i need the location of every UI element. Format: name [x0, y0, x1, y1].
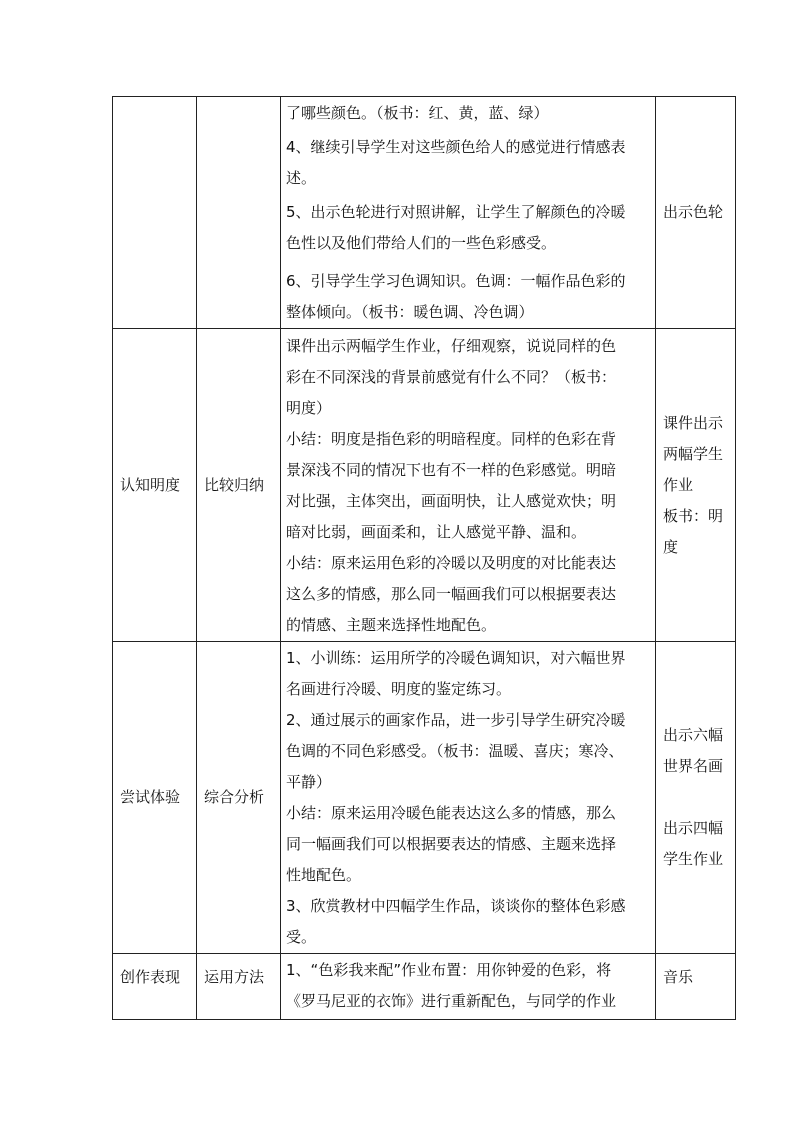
content-paragraph	[286, 891, 649, 953]
content-line: 4、继续引导学生对这些颜色给人的感觉进行情感表	[286, 138, 626, 156]
resource-cell	[656, 329, 736, 642]
content-line: 景深浅不同的情况下也有不一样的色彩感觉。明暗	[286, 460, 617, 479]
content-paragraph	[286, 955, 649, 1017]
table-row	[113, 97, 736, 329]
content-line: 色性以及他们带给人们的一些色彩感受。	[286, 234, 557, 252]
content-line: 3、欣赏教材中四幅学生作品，谈谈你的整体色彩感	[286, 897, 626, 915]
content-line: 了哪些颜色。（板书：红、黄，蓝、绿）	[286, 104, 549, 122]
content-paragraph	[286, 705, 649, 798]
table-row	[113, 954, 736, 1020]
content-paragraph	[286, 643, 649, 705]
method-cell: 运用方法	[197, 954, 281, 1020]
content-line: 色调的不同色彩感受。（板书：温暖、喜庆；寒冷、	[286, 742, 624, 760]
content-cell	[281, 97, 656, 329]
resource-line: 作业	[663, 475, 694, 494]
content-line: 暗对比弱，画面柔和，让人感觉平静、温和。	[286, 522, 587, 541]
stage-cell: 认知明度	[113, 329, 197, 642]
content-line: 《罗马尼亚的衣饰》进行重新配色，与同学的作业	[286, 992, 617, 1010]
resource-cell	[656, 954, 736, 1020]
resource-cell	[656, 97, 736, 329]
resource-spacer	[663, 782, 735, 813]
content-cell	[281, 329, 656, 642]
content-paragraph	[286, 266, 649, 328]
content-line: 整体倾向。（板书：暖色调、冷色调）	[286, 303, 534, 321]
content-line: 小结：明度是指色彩的明暗程度。同样的色彩在背	[286, 429, 617, 448]
resource-line: 出示色轮	[663, 203, 724, 221]
content-line: 名画进行冷暖、明度的鉴定练习。	[286, 680, 512, 698]
resource-line: 度	[663, 537, 679, 556]
resource-line: 音乐	[663, 968, 694, 986]
resource-cell	[656, 642, 736, 954]
content-paragraph	[286, 98, 649, 129]
content-paragraph	[286, 424, 649, 548]
method-cell	[197, 97, 281, 329]
content-line: 1、“色彩我来配”作业布置：用你钟爱的色彩，将	[286, 961, 612, 979]
content-line: 性地配色。	[286, 866, 362, 884]
content-line: 的情感、主题来选择性地配色。	[286, 615, 497, 634]
resource-line: 出示六幅	[663, 726, 724, 744]
table-row	[113, 329, 736, 642]
method-cell: 比较归纳	[197, 329, 281, 642]
resource-line: 板书：明	[663, 506, 724, 525]
content-line: 平静）	[286, 773, 332, 791]
resource-line: 两幅学生	[663, 444, 724, 463]
stage-cell: 创作表现	[113, 954, 197, 1020]
content-line: 受。	[286, 928, 317, 946]
table-row	[113, 642, 736, 954]
resource-line: 世界名画	[663, 757, 724, 775]
stage-cell: 尝试体验	[113, 642, 197, 954]
content-line: 5、出示色轮进行对照讲解，让学生了解颜色的冷暖	[286, 203, 626, 221]
content-line: 课件出示两幅学生作业，仔细观察，说说同样的色	[286, 336, 617, 355]
content-line: 这么多的情感，那么同一幅画我们可以根据要表达	[286, 584, 617, 603]
content-cell	[281, 642, 656, 954]
content-line: 小结：原来运用色彩的冷暖以及明度的对比能表达	[286, 553, 617, 572]
content-line: 明度）	[286, 398, 332, 417]
content-line: 对比强，主体突出，画面明快，让人感觉欢快；明	[286, 491, 617, 510]
content-line: 彩在不同深浅的背景前感觉有什么不同？（板书：	[286, 367, 617, 386]
resource-line: 学生作业	[663, 850, 724, 868]
content-line: 小结：原来运用冷暖色能表达这么多的情感，那么	[286, 804, 617, 822]
content-paragraph	[286, 798, 649, 891]
method-cell: 综合分析	[197, 642, 281, 954]
resource-line: 课件出示	[663, 413, 724, 432]
content-line: 同一幅画我们可以根据要表达的情感、主题来选择	[286, 835, 617, 853]
content-line: 2、通过展示的画家作品，进一步引导学生研究冷暖	[286, 711, 626, 729]
content-paragraph	[286, 331, 649, 424]
content-line: 述。	[286, 169, 317, 187]
content-paragraph	[286, 132, 649, 194]
content-line: 6、引导学生学习色调知识。色调：一幅作品色彩的	[286, 272, 626, 290]
content-paragraph	[286, 197, 649, 259]
content-paragraph	[286, 548, 649, 641]
stage-cell	[113, 97, 197, 329]
lesson-plan-table	[112, 96, 736, 1020]
content-cell	[281, 954, 656, 1020]
resource-line: 出示四幅	[663, 819, 724, 837]
content-line: 1、小训练：运用所学的冷暖色调知识，对六幅世界	[286, 649, 626, 667]
